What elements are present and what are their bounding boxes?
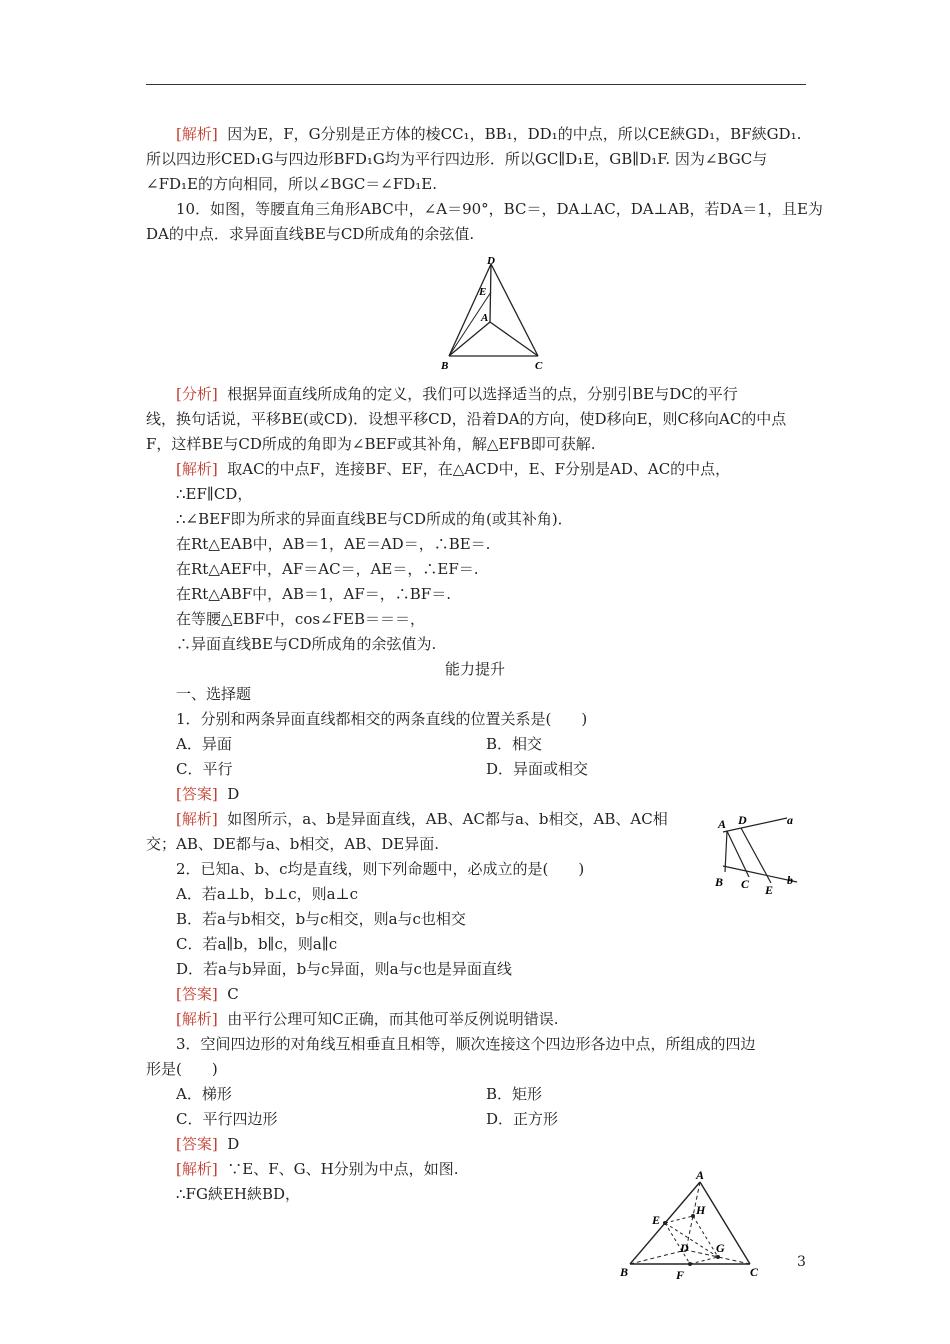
- question-3-stem-1: 3．空间四边形的对角线互相垂直且相等，顺次连接这个四边形各边中点，所组成的四边: [176, 1035, 756, 1053]
- solution10-line-4: 在Rt△EAB中，AB＝1，AE＝AD＝，∴BE＝.: [176, 535, 491, 553]
- q1-solution-line-1: [176, 809, 668, 829]
- section-subtitle: 一、选择题: [176, 685, 252, 703]
- solution-line-1: [176, 124, 801, 144]
- q3-answer: [176, 1134, 239, 1154]
- label-G: G: [716, 1241, 725, 1255]
- answer-tag: [答案]: [176, 1135, 218, 1153]
- solution-line-3: ∠FD₁E的方向相同，所以∠BGC＝∠FD₁E.: [146, 175, 438, 193]
- q1-option-c: C．平行: [176, 760, 233, 778]
- label-B: B: [441, 360, 449, 372]
- solution-tag: [解析]: [176, 125, 218, 143]
- label-D: D: [738, 813, 747, 827]
- q2-solution: [176, 1009, 559, 1029]
- answer-value: D: [227, 1135, 240, 1153]
- page-number: 3: [797, 1254, 806, 1270]
- label-A: A: [718, 817, 727, 831]
- label-B: B: [715, 875, 724, 889]
- solution-tag: [解析]: [176, 1160, 218, 1178]
- question-1-stem: 1．分别和两条异面直线都相交的两条直线的位置关系是( ): [176, 710, 588, 728]
- q3-option-c: C．平行四边形: [176, 1110, 278, 1128]
- label-E: E: [765, 883, 774, 897]
- solution-line-2: 所以四边形CED₁G与四边形BFD₁G均为平行四边形．所以GC∥D₁E，GB∥D₁F. 因为∠BGC与: [146, 150, 768, 168]
- answer-tag: [答案]: [176, 985, 218, 1003]
- q3-option-d: D．正方形: [486, 1110, 559, 1128]
- label-b: b: [787, 873, 793, 887]
- analysis-line-1: [176, 384, 738, 404]
- label-C: C: [741, 877, 750, 891]
- label-a: a: [787, 813, 793, 827]
- label-D: D: [680, 1241, 689, 1255]
- q1-option-d: D．异面或相交: [486, 760, 589, 778]
- solution10-tag: [解析]: [176, 460, 218, 478]
- q1-solution-line-2: 交；AB、DE都与a、b相交，AB、DE异面.: [146, 835, 439, 853]
- solution10-text: 取AC的中点F，连接BF、EF，在△ACD中，E、F分别是AD、AC的中点，: [227, 460, 731, 478]
- section-title: 能力提升: [444, 660, 505, 678]
- skew-lines-figure: [705, 806, 815, 898]
- label-H: H: [696, 1203, 706, 1217]
- solution10-line-8: ∴异面直线BE与CD所成角的余弦值为.: [176, 635, 437, 653]
- q2-option-d: D．若a与b异面，b与c异面，则a与c也是异面直线: [176, 960, 512, 978]
- label-C: C: [535, 360, 543, 372]
- solution-tag: [解析]: [176, 1010, 218, 1028]
- q2-answer: [176, 984, 239, 1004]
- header-rule: [146, 84, 806, 85]
- solution10-line-2: ∴EF∥CD，: [176, 485, 253, 503]
- q3-option-a: A．梯形: [176, 1085, 232, 1103]
- question-2-stem: 2．已知a、b、c均是直线，则下列命题中，必成立的是( ): [176, 860, 585, 878]
- q1-option-b: B．相交: [486, 735, 543, 753]
- label-D: D: [487, 255, 495, 267]
- q2-option-b: B．若a与b相交，b与c相交，则a与c也相交: [176, 910, 466, 928]
- label-C: C: [750, 1265, 759, 1279]
- q1-answer: [176, 784, 239, 804]
- label-A: A: [481, 312, 489, 324]
- q3-solution-line-2: ∴FG綊EH綊BD，: [176, 1185, 301, 1203]
- triangle-figure-1: [435, 252, 555, 374]
- label-E: E: [479, 286, 487, 298]
- solution10-line-7: 在等腰△EBF中，cos∠FEB＝＝＝，: [176, 610, 425, 628]
- question-10-line-2: DA的中点．求异面直线BE与CD所成角的余弦值.: [146, 225, 475, 243]
- q3-option-b: B．矩形: [486, 1085, 543, 1103]
- question-3-stem-2: 形是( ): [146, 1060, 218, 1078]
- answer-tag: [答案]: [176, 785, 218, 803]
- answer-value: C: [227, 985, 239, 1003]
- solution-text: 由平行公理可知C正确，而其他可举反例说明错误.: [227, 1010, 559, 1028]
- solution-text: ∵E、F、G、H分别为中点，如图.: [227, 1160, 459, 1178]
- label-F: F: [676, 1268, 685, 1282]
- solution10-line-5: 在Rt△AEF中，AF＝AC＝，AE＝，∴EF＝.: [176, 560, 479, 578]
- q2-option-a: A．若a⊥b，b⊥c，则a⊥c: [176, 885, 359, 903]
- q3-solution-line-1: [176, 1159, 458, 1179]
- q1-option-a: A．异面: [176, 735, 232, 753]
- analysis-line-3: F，这样BE与CD所成的角即为∠BEF或其补角，解△EFB即可获解.: [146, 435, 596, 453]
- q2-option-c: C．若a∥b，b∥c，则a∥c: [176, 935, 338, 953]
- solution-text: 因为E，F，G分别是正方体的棱CC₁，BB₁，DD₁的中点，所以CE綊GD₁，BF綊GD₁.: [227, 125, 802, 143]
- label-E: E: [652, 1213, 661, 1227]
- solution10-line-3: ∴∠BEF即为所求的异面直线BE与CD所成的角(或其补角)．: [176, 510, 573, 528]
- analysis-line-2: 线，换句话说，平移BE(或CD)．设想平移CD，沿着DA的方向，使D移向E，则C移向AC的中点: [146, 410, 787, 428]
- label-A: A: [696, 1168, 705, 1182]
- solution10-line-6: 在Rt△ABF中，AB＝1，AF＝，∴BF＝.: [176, 585, 451, 603]
- solution10-line-1: [176, 459, 730, 479]
- analysis-tag: [分析]: [176, 385, 218, 403]
- solution-text: 如图所示，a、b是异面直线，AB、AC都与a、b相交，AB、AC相: [227, 810, 668, 828]
- solution-tag: [解析]: [176, 810, 218, 828]
- question-10-line-1: 10．如图，等腰直角三角形ABC中，∠A＝90°，BC＝，DA⊥AC，DA⊥AB，若DA＝1，且E为: [176, 200, 823, 218]
- label-B: B: [620, 1265, 629, 1279]
- answer-value: D: [227, 785, 240, 803]
- tetrahedron-figure: [612, 1166, 772, 1286]
- analysis-text: 根据异面直线所成角的定义，我们可以选择适当的点，分别引BE与DC的平行: [227, 385, 738, 403]
